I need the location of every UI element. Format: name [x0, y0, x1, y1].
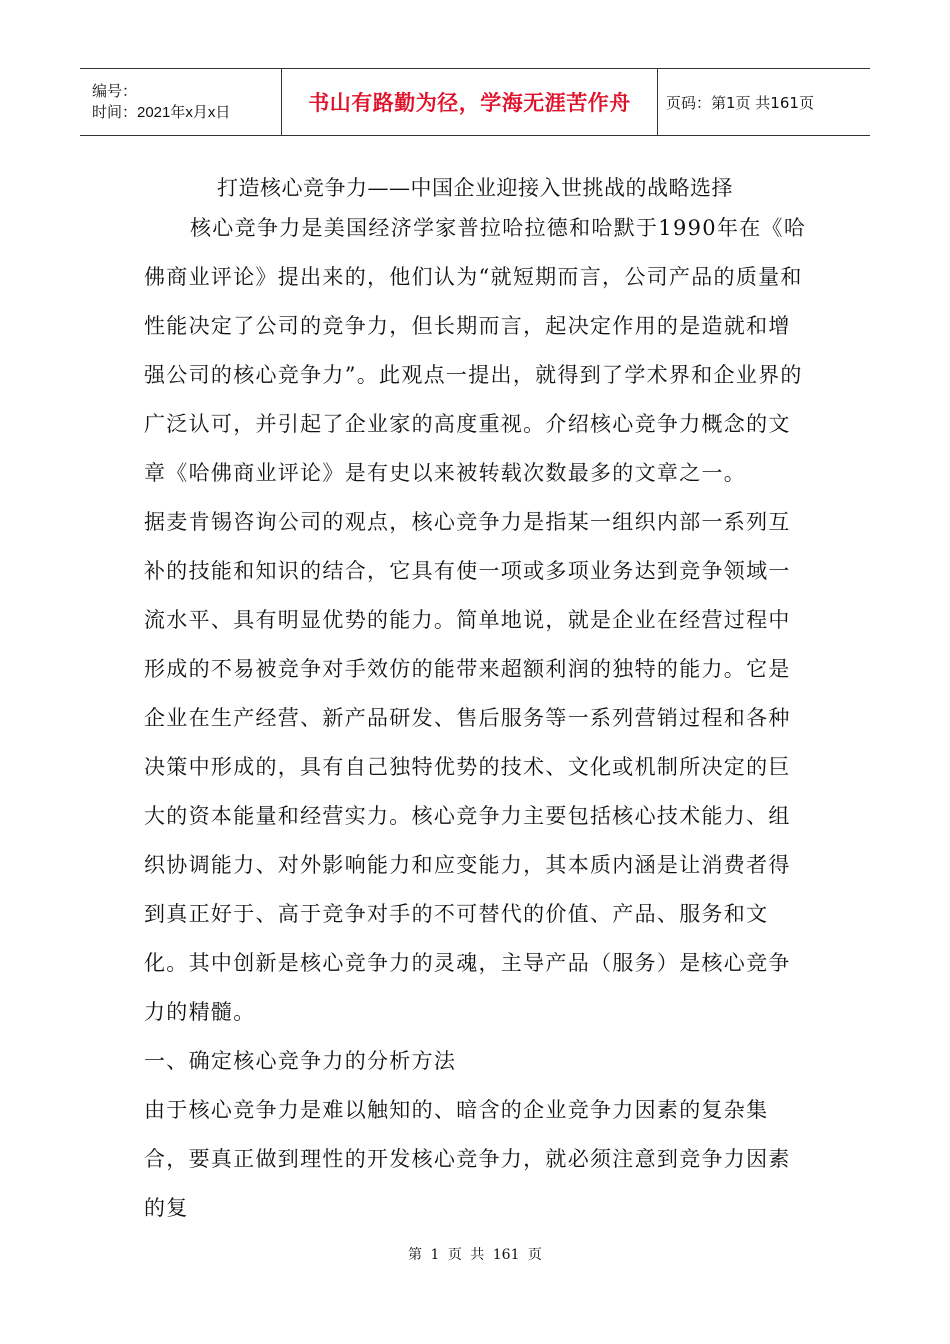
header-motto-cell — [282, 69, 658, 135]
paragraph-1: 核心竞争力是美国经济学家普拉哈拉德和哈默于1990年在《哈佛商业评论》提出来的，他们认为“就短期而言，公司产品的质量和性能决定了公司的竞争力，但长期而言，起决定作用的是造就和增强公司的核心竞争力”。此观点一提出，就得到了学术界和企业界的广泛认可，并引起了企业家的高度重视。介绍核心竞争力概念的文章《哈佛商业评论》是有史以来被转载次数最多的文章之一。 — [144, 216, 807, 485]
document-title: 打造核心竞争力——中国企业迎接入世挑战的战略选择 — [217, 176, 733, 200]
section-1-heading: 一、确定核心竞争力的分析方法 — [144, 1049, 457, 1073]
header-meta — [80, 69, 282, 135]
header-table — [80, 68, 870, 136]
time-label: 时间：2021年x月x日 — [92, 104, 231, 121]
number-label: 编号： — [92, 83, 138, 100]
paragraph-2: 据麦肯锡咨询公司的观点，核心竞争力是指某一组织内部一系列互补的技能和知识的结合，它具有使一项或多项业务达到竞争领域一流水平、具有明显优势的能力。简单地说，就是企业在经营过程中形成的不易被竞争对手效仿的能带来超额利润的独特的能力。它是企业在生产经营、新产品研发、售后服务等一系列营销过程和各种决策中形成的，具有自己独特优势的技术、文化或机制所决定的巨大的资本能量和经营实力。核心竞争力主要包括核心技术能力、组织协调能力、对外影响能力和应变能力，其本质内涵是让消费者得到真正好于、高于竞争对手的不可替代的价值、产品、服务和文化。其中创新是核心竞争力的灵魂，主导产品（服务）是核心竞争力的精髓。 — [144, 510, 791, 1024]
header-page-info — [658, 69, 870, 135]
page-footer: 第 1 页 共 161 页 — [408, 1247, 542, 1263]
motto-text: 书山有路勤为径，学海无涯苦作舟 — [308, 91, 631, 115]
document-body — [144, 204, 812, 1233]
page-info-text: 页码：第1页 共161页 — [666, 93, 814, 112]
paragraph-3: 由于核心竞争力是难以触知的、暗含的企业竞争力因素的复杂集合，要真正做到理性的开发核心竞争力，就必须注意到竞争力因素的复 — [144, 1098, 791, 1220]
